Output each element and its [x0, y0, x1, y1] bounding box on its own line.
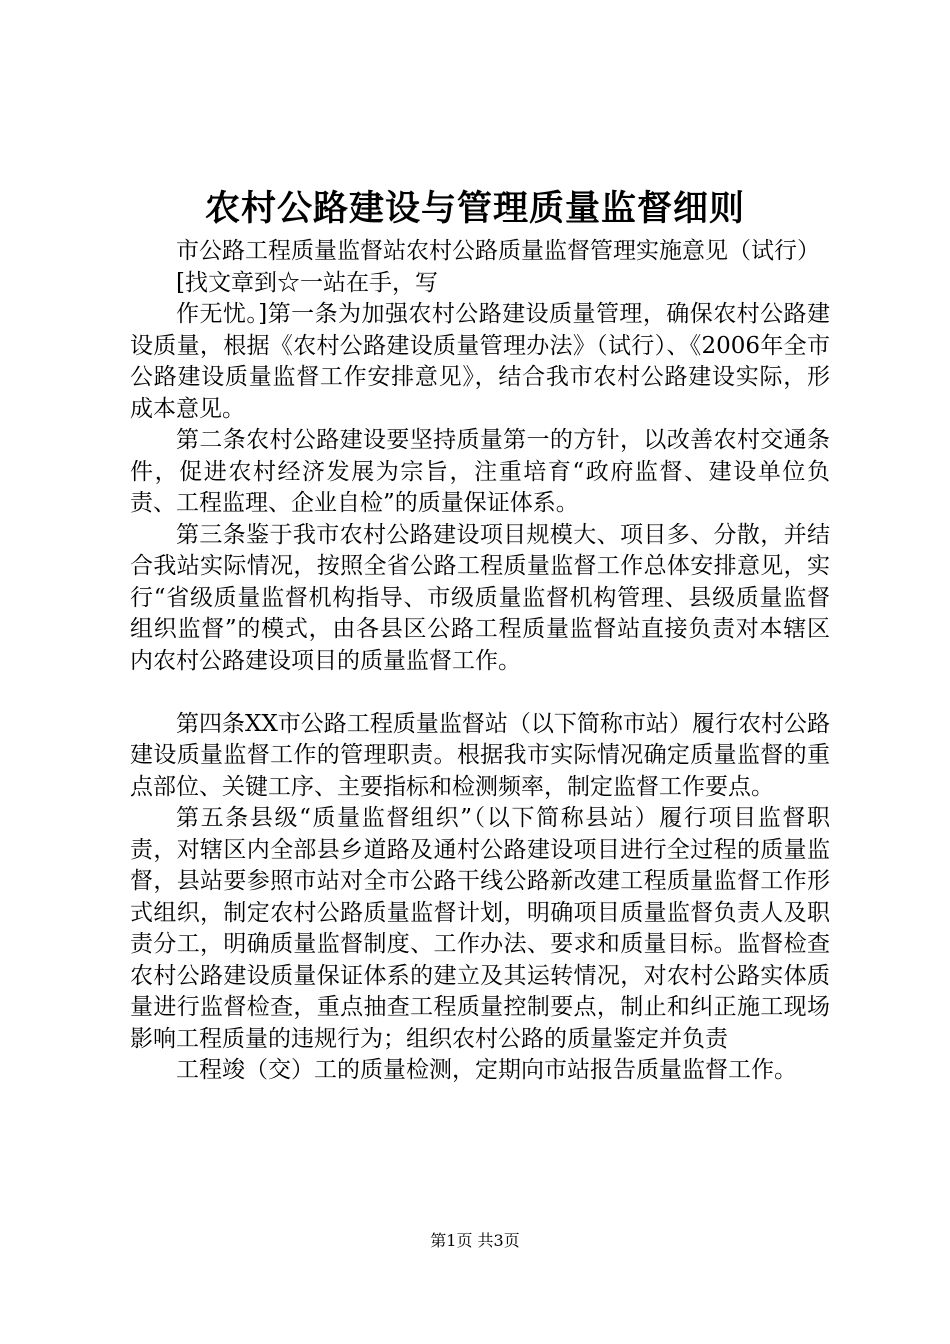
- paragraph-article-3: 第三条鉴于我市农村公路建设项目规模大、项目多、分散，并结合我站实际情况，按照全省公路工程质量监督工作总体安排意见，实行“省级质量监督机构指导、市级质量监督机构管理、县级质量监督组织监督”的模式，由各县区公路工程质量监督站直接负责对本辖区内农村公路建设项目的质量监督工作。: [130, 521, 830, 674]
- document-subtitle: 市公路工程质量监督站农村公路质量监督管理实施意见（试行）: [176, 238, 820, 264]
- document-title: 农村公路建设与管理质量监督细则: [204, 188, 745, 229]
- document-body: [130, 236, 830, 1087]
- paragraph-article-4: 第四条XX市公路工程质量监督站（以下简称市站）履行农村公路建设质量监督工作的管理职责。根据我市实际情况确定质量监督的重点部位、关键工序、主要指标和检测频率，制定监督工作要点。: [130, 710, 830, 800]
- note-line: [找文章到☆一站在手，写: [176, 269, 438, 296]
- page-number: 第1页 共3页: [430, 1231, 520, 1250]
- paragraph-gap: [130, 677, 830, 709]
- paragraph-article-5-continued: 工程竣（交）工的质量检测，定期向市站报告质量监督工作。: [176, 1057, 797, 1083]
- paragraph-article-5: 第五条县级“质量监督组织”（以下简称县站）履行项目监督职责，对辖区内全部县乡道路及通村公路建设项目进行全过程的质量监督，县站要参照市站对全市公路干线公路新改建工程质量监督工作形式组织，制定农村公路质量监督计划，明确项目质量监督负责人及职责分工，明确质量监督制度、工作办法、要求和质量目标。监督检查农村公路建设质量保证体系的建立及其运转情况，对农村公路实体质量进行监督检查，重点抽查工程质量控制要点，制止和纠正施工现场影响工程质量的违规行为；组织农村公路的质量鉴定并负责: [130, 805, 830, 1052]
- paragraph-article-1: 作无忧。]第一条为加强农村公路建设质量管理，确保农村公路建设质量，根据《农村公路建设质量管理办法》（试行）、《2006年全市公路建设质量监督工作安排意见》，结合我市农村公路建设实际，形成本意见。: [130, 301, 830, 422]
- paragraph-article-2: 第二条农村公路建设要坚持质量第一的方针，以改善农村交通条件，促进农村经济发展为宗旨，注重培育“政府监督、建设单位负责、工程监理、企业自检”的质量保证体系。: [130, 427, 830, 516]
